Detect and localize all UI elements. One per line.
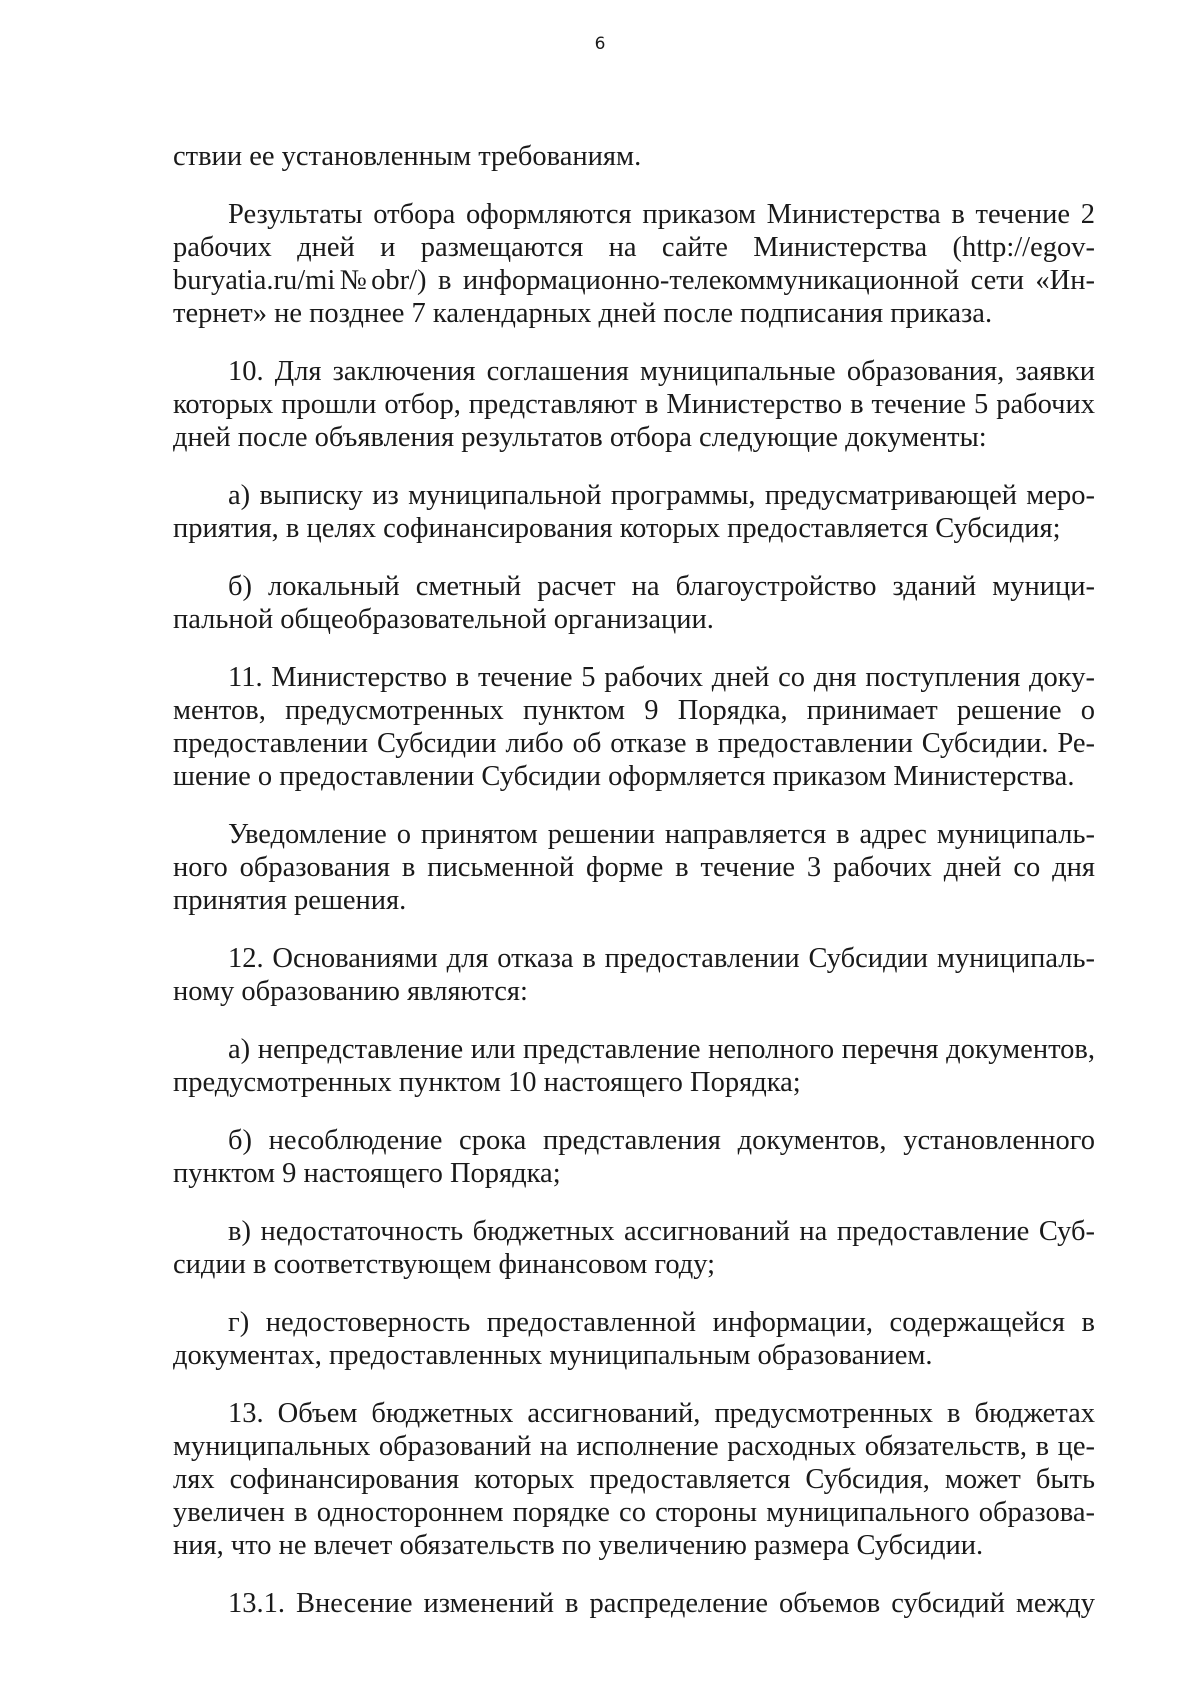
- paragraph-item-12: 12. Основаниями для отказа в предоставлении Субсидии муниципальному образованию являются:: [173, 943, 1095, 1007]
- paragraph-item-12v: в) недостаточность бюджетных ассигнований на предоставление Субсидии в соответствующем финансовом году;: [173, 1216, 1095, 1280]
- document-body: [173, 140, 1095, 1645]
- page-number: 6: [594, 34, 606, 54]
- paragraph-continuation: ствии ее установленным требованиям.: [173, 141, 642, 172]
- paragraph-item-12b: б) несоблюдение срока представления документов, установленного пунктом 9 настоящего Порядка;: [173, 1125, 1095, 1189]
- paragraph-item-10: 10. Для заключения соглашения муниципальные образования, заявки которых прошли отбор, представляют в Министерство в течение 5 рабочих дней после объявления результатов отбора следующие документы:: [173, 356, 1095, 453]
- paragraph-item-10a: а) выписку из муниципальной программы, предусматривающей мероприятия, в целях софинансирования которых предоставляется Субсидия;: [173, 480, 1095, 544]
- paragraph-notification: Уведомление о принятом решении направляется в адрес муниципального образования в письменной форме в течение 3 рабочих дней со дня принятия решения.: [173, 819, 1095, 916]
- paragraph-selection-results: Результаты отбора оформляются приказом Министерства в течение 2 рабочих дней и размещаются на сайте Министерства (http://egov-buryatia.ru/mi№obr/) в информационно-телекоммуникационной сети «Интернет» не позднее 7 календарных дней после подписания приказа.: [173, 199, 1095, 329]
- paragraph-item-11: 11. Министерство в течение 5 рабочих дней со дня поступления документов, предусмотренных пунктом 9 Порядка, принимает решение о предоставлении Субсидии либо об отказе в предоставлении Субсидии. Решение о предоставлении Субсидии оформляется приказом Министерства.: [173, 662, 1095, 792]
- paragraph-item-12g: г) недостоверность предоставленной информации, содержащейся в документах, предоставленных муниципальным образованием.: [173, 1307, 1095, 1371]
- paragraph-item-12a: а) непредставление или представление неполного перечня документов, предусмотренных пунктом 10 настоящего Порядка;: [173, 1034, 1095, 1098]
- paragraph-item-13-1: 13.1. Внесение изменений в распределение объемов субсидий между: [228, 1588, 1095, 1619]
- paragraph-item-10b: б) локальный сметный расчет на благоустройство зданий муниципальной общеобразовательной организации.: [173, 571, 1095, 635]
- paragraph-item-13: 13. Объем бюджетных ассигнований, предусмотренных в бюджетах муниципальных образований на исполнение расходных обязательств, в целях софинансирования которых предоставляется Субсидия, может быть увеличен в одностороннем порядке со стороны муниципального образования, что не влечет обязательств по увеличению размера Субсидии.: [173, 1398, 1095, 1561]
